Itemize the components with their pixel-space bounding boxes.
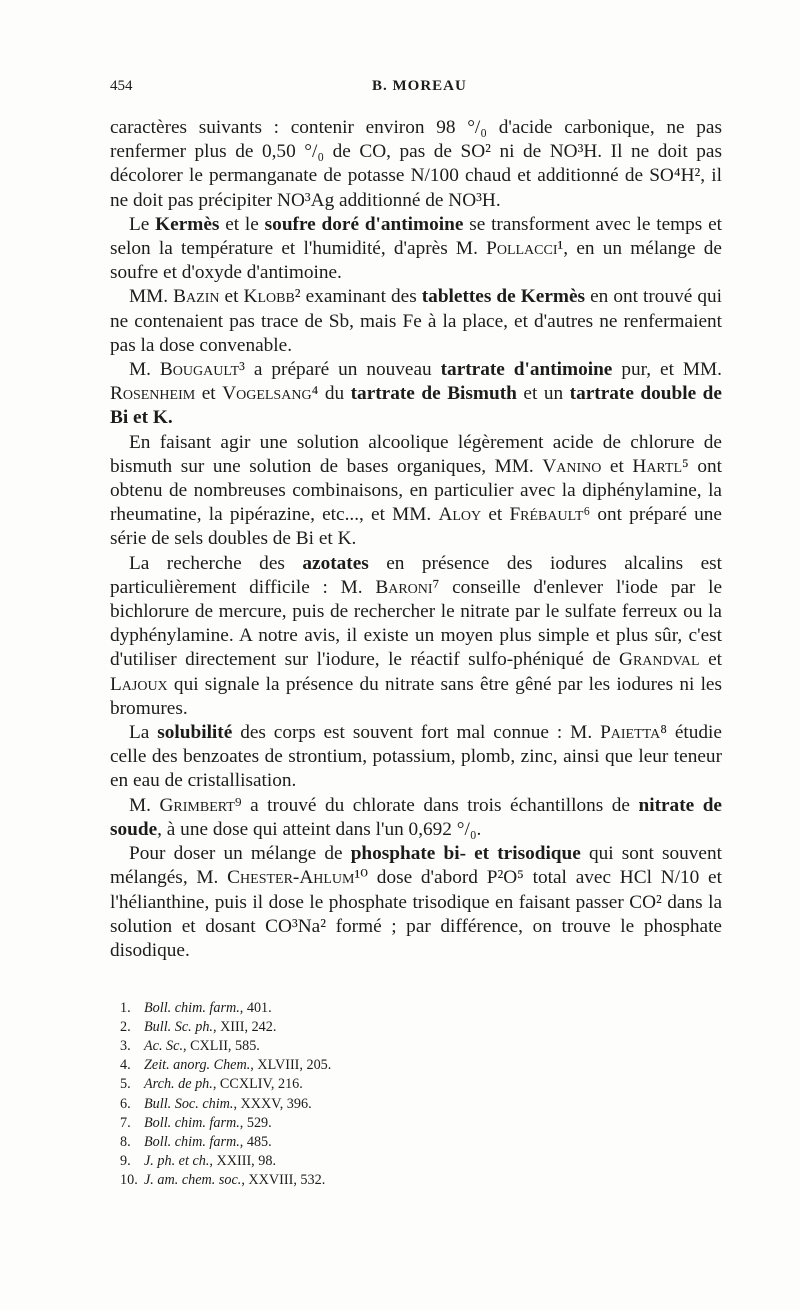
text-run: étudie celle des benzoates de strontium, potassium, plomb, zinc, ainsi que leur teneur en eau de cristallisation. bbox=[110, 722, 722, 792]
text-run: Pour doser un mélange de bbox=[129, 843, 343, 865]
footnote-ref: ¹ bbox=[557, 238, 564, 260]
paragraph-3 bbox=[110, 285, 722, 358]
text-run: ont obtenu de nombreuses combinaisons, en particulier avec la diphénylamine, la rheumatine, la pipérazine, etc..., et MM. bbox=[110, 455, 722, 526]
term-nitrate-soude: nitrate de soude bbox=[110, 794, 722, 840]
text-run: La recherche des bbox=[129, 552, 285, 574]
footnote-source: Boll. chim. farm. bbox=[144, 1114, 240, 1131]
footnote bbox=[120, 1171, 722, 1190]
footnote bbox=[120, 1133, 722, 1152]
footnote-source: Arch. de ph. bbox=[144, 1076, 213, 1093]
text-run: MM. bbox=[129, 286, 169, 308]
footnote bbox=[120, 1152, 722, 1171]
author-grandval: Grandval bbox=[619, 649, 700, 671]
footnote-ref: ⁹ bbox=[234, 794, 242, 816]
text-run: qui signale la présence du nitrate sans être gêné par les iodures ni les bromures. bbox=[110, 673, 722, 719]
text-run: a préparé un nouveau bbox=[253, 359, 432, 381]
author-rosenheim: Rosenheim bbox=[110, 383, 196, 405]
footnote-number: 5. bbox=[120, 1076, 131, 1093]
paragraph-8 bbox=[110, 794, 722, 842]
author-lajoux: Lajoux bbox=[110, 673, 168, 695]
text-run: ont préparé une série de sels doubles de Bi et K. bbox=[110, 504, 722, 550]
text-run: La bbox=[129, 722, 150, 744]
footnote-number: 6. bbox=[120, 1095, 131, 1112]
footnote-ref-text: , XXVIII, 532. bbox=[241, 1171, 326, 1188]
text-run: et bbox=[708, 649, 722, 671]
footnote-number: 2. bbox=[120, 1019, 131, 1036]
text-run: Le bbox=[129, 213, 150, 235]
text-run: En faisant agir une solution alcoolique légèrement acide de chlorure de bismuth sur une solution de bases organiques, MM. bbox=[110, 431, 722, 477]
term-tablettes: tablettes de Kermès bbox=[421, 286, 586, 308]
text-run: , à une dose qui atteint dans l'un 0,692 °/₀. bbox=[157, 818, 482, 840]
footnote-ref-text: , XXIII, 98. bbox=[209, 1152, 276, 1169]
footnote-number: 8. bbox=[120, 1133, 131, 1150]
term-tartrate-bismuth: tartrate de Bismuth bbox=[350, 383, 517, 405]
footnote-ref-text: , 485. bbox=[239, 1133, 272, 1150]
page bbox=[110, 72, 722, 1190]
footnote bbox=[120, 1056, 722, 1075]
footnote-source: J. ph. et ch. bbox=[144, 1152, 210, 1169]
footnote-number: 4. bbox=[120, 1057, 131, 1074]
footnote-source: Zeit. anorg. Chem. bbox=[144, 1057, 251, 1074]
footnote-ref-text: , XIII, 242. bbox=[212, 1019, 277, 1036]
footnote bbox=[120, 999, 722, 1018]
author-chester-ahlum: Chester-Ahlum bbox=[227, 867, 355, 889]
author-frebault: Frébault bbox=[509, 504, 584, 526]
footnote-ref: ³ bbox=[239, 359, 245, 381]
page-header bbox=[110, 72, 722, 98]
author-hartl: Hartl bbox=[632, 455, 683, 477]
footnote-source: Boll. chim. farm. bbox=[144, 1000, 240, 1017]
author-klobb: Klobb bbox=[243, 286, 295, 308]
author-vogelsang: Vogelsang bbox=[222, 383, 312, 405]
body-text bbox=[110, 116, 722, 963]
paragraph-6 bbox=[110, 552, 722, 721]
text-run: qui sont souvent mélangés, M. bbox=[110, 843, 722, 889]
text-run: et bbox=[488, 504, 503, 526]
author-grimbert: Grimbert bbox=[159, 794, 235, 816]
footnotes bbox=[110, 999, 722, 1190]
text-run: dose d'abord P²O⁵ total avec HCl N/10 et l'hélianthine, puis il dose le phosphate trisodique en faisant passer CO² dans la solution et dosant CO³Na² formé ; par différence, on trouve le phosphate disodique. bbox=[110, 867, 722, 961]
paragraph-9 bbox=[110, 842, 722, 963]
footnote-source: J. am. chem. soc. bbox=[144, 1171, 242, 1188]
footnote-number: 1. bbox=[120, 1000, 131, 1017]
footnote bbox=[120, 1037, 722, 1056]
author-aloy: Aloy bbox=[438, 504, 482, 526]
author-vanino: Vanino bbox=[542, 455, 602, 477]
footnote-ref: ⁶ bbox=[583, 504, 591, 526]
footnote bbox=[120, 1018, 722, 1037]
running-head: B. MOREAU bbox=[372, 78, 467, 94]
text-run: M. bbox=[129, 794, 151, 816]
author-pollacci: Pollacci bbox=[486, 238, 558, 260]
footnote-ref-text: , CCXLIV, 216. bbox=[212, 1076, 303, 1093]
text-run: a trouvé du chlorate dans trois échantillons de bbox=[250, 794, 630, 816]
term-kermes: Kermès bbox=[155, 213, 220, 235]
footnote-number: 10. bbox=[120, 1171, 138, 1188]
footnote-number: 7. bbox=[120, 1114, 131, 1131]
text-run: en ont trouvé qui ne contenaient pas trace de Sb, mais Fe à la place, et d'autres ne renfermaient pas la dose convenable. bbox=[110, 286, 722, 356]
term-azotates: azotates bbox=[302, 552, 369, 574]
term-soufre-dore: soufre doré d'antimoine bbox=[264, 213, 464, 235]
author-bazin: Bazin bbox=[173, 286, 220, 308]
text-run: et le bbox=[225, 213, 259, 235]
text-run: et bbox=[609, 455, 624, 477]
author-bougault: Bougault bbox=[159, 359, 240, 381]
term-phosphate: phosphate bi- et trisodique bbox=[350, 843, 581, 865]
term-solubilite: solubilité bbox=[157, 722, 233, 744]
footnote bbox=[120, 1095, 722, 1114]
author-paietta: Paietta bbox=[600, 722, 661, 744]
footnote-source: Boll. chim. farm. bbox=[144, 1133, 240, 1150]
footnote-ref-text: , 529. bbox=[239, 1114, 272, 1131]
footnote-source: Ac. Sc. bbox=[144, 1038, 183, 1055]
paragraph-2 bbox=[110, 213, 722, 286]
footnote-ref: ⁸ bbox=[660, 722, 667, 744]
text-run: en présence des iodures alcalins est particulièrement difficile : M. bbox=[110, 552, 723, 598]
paragraph-5 bbox=[110, 431, 722, 552]
text-run: pur, et MM. bbox=[621, 359, 722, 381]
text-run: examinant des bbox=[305, 286, 417, 308]
footnote-ref-text: , 401. bbox=[239, 1000, 272, 1017]
text-run: et bbox=[201, 383, 216, 405]
footnote-ref: ⁷ bbox=[432, 576, 440, 598]
footnote-number: 9. bbox=[120, 1152, 131, 1169]
footnote-ref-text: , XXXV, 396. bbox=[233, 1095, 312, 1112]
text-run: et un bbox=[523, 383, 564, 405]
text-run: des corps est souvent fort mal connue : M. bbox=[240, 722, 593, 744]
paragraph-7 bbox=[110, 721, 722, 794]
footnote bbox=[120, 1075, 722, 1094]
paragraph-1: caractères suivants : contenir environ 98 °/₀ d'acide carbonique, ne pas renfermer plus de 0,50 °/₀ de CO, pas de SO² ni de NO³H. Il ne doit pas décolorer le permanganate de potasse N/100 chaud et additionné de SO⁴H², il ne doit pas précipiter NO³Ag additionné de NO³H. bbox=[110, 117, 722, 211]
footnote-ref: ⁵ bbox=[682, 455, 689, 477]
footnote-number: 3. bbox=[120, 1038, 131, 1055]
text-run: , en un mélange de soufre et d'oxyde d'antimoine. bbox=[110, 238, 722, 284]
footnote-ref: ⁴ bbox=[311, 383, 319, 405]
text-run: et bbox=[224, 286, 239, 308]
term-tartrate-double: tartrate double de Bi et K. bbox=[110, 383, 722, 429]
text-run: M. bbox=[129, 359, 151, 381]
page-number: 454 bbox=[110, 78, 133, 94]
paragraph-4 bbox=[110, 358, 722, 431]
footnote-ref: ² bbox=[294, 286, 301, 308]
footnote bbox=[120, 1114, 722, 1133]
text-run: conseille d'enlever l'iode par le bichlorure de mercure, puis de rechercher le nitrate par le sulfate ferreux ou la dyphénylamine. A notre avis, il existe un moyen plus simple et plus sûr, c'est d'utiliser directement sur l'iodure, le réactif sulfo-phéniqué de bbox=[110, 576, 723, 671]
footnote-source: Bull. Sc. ph. bbox=[144, 1019, 213, 1036]
footnote-ref: ¹⁰ bbox=[354, 867, 369, 889]
footnote-ref-text: , XLVIII, 205. bbox=[250, 1057, 332, 1074]
author-baroni: Baroni bbox=[375, 576, 433, 598]
term-tartrate-antimoine: tartrate d'antimoine bbox=[440, 359, 613, 381]
text-run: se transforment avec le temps et selon la température et l'humidité, d'après M. bbox=[110, 213, 722, 260]
footnote-ref-text: , CXLII, 585. bbox=[183, 1038, 260, 1055]
text-run: du bbox=[324, 383, 345, 405]
footnote-source: Bull. Soc. chim. bbox=[144, 1095, 234, 1112]
